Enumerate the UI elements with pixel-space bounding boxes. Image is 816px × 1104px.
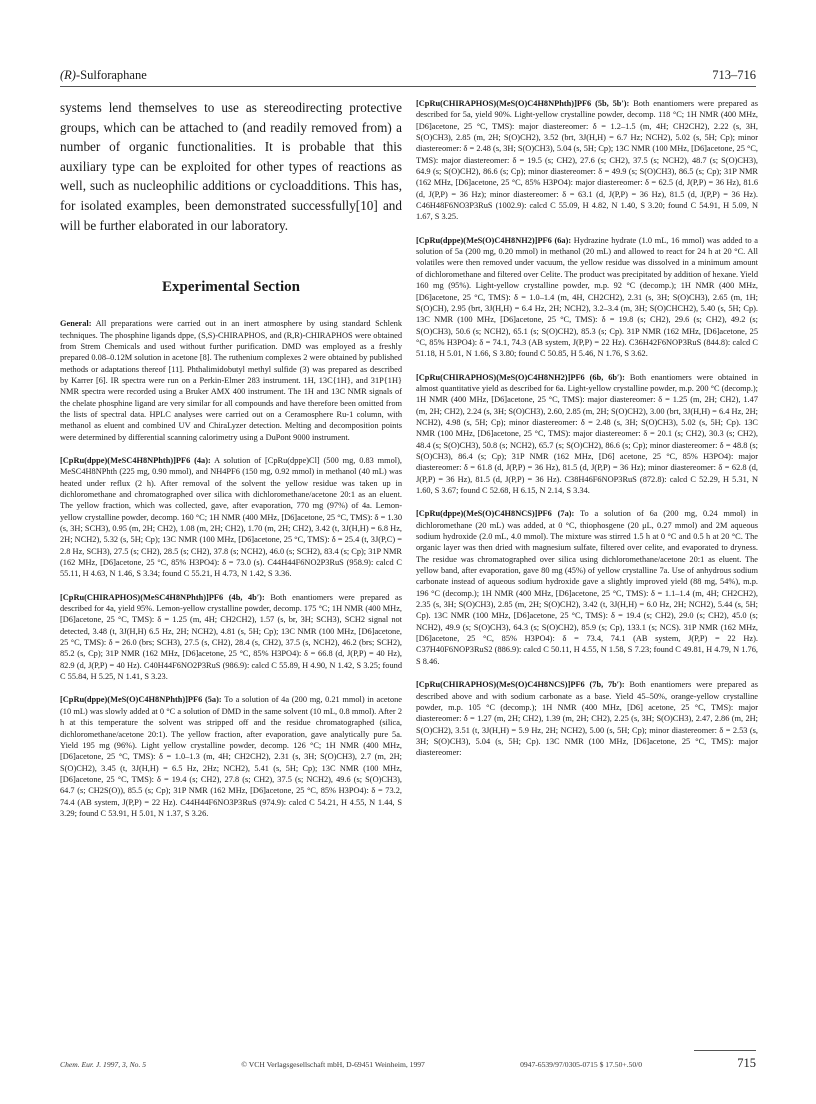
footer-publisher: © VCH Verlagsgesellschaft mbH, D-69451 Weinheim, 1997	[241, 1060, 425, 1069]
experimental-paragraph	[416, 372, 758, 497]
header-rule	[60, 86, 756, 87]
paragraph-heading: [CpRu(CHIRAPHOS)(MeS(O)C4H8NH2)]PF6 (6b, 6b′):	[416, 372, 625, 382]
experimental-paragraph	[60, 318, 402, 443]
paragraph-text: Hydrazine hydrate (1.0 mL, 16 mmol) was added to a solution of 5a (200 mg, 0.20 mmol) in methanol (20 mL) and allowed to react for 24 h at 20 °C. All volatiles were then removed under vacuum, the yellow residue was dissolved in a minimum amount of dichloromethane and filtered over Celite. The product was precipitated by addition of hexane. Yield 160 mg (95%). Light-yellow crystalline powder, m.p. 92 °C (decomp.); 1H NMR (400 MHz, [D6]acetone, 25 °C, TMS): δ = 1.0–1.4 (m, 4H, CH2CH2), 2.31 (s, 3H; S(O)CH3), 2.65 (m, 1H; S(O)CH), 2.95 (brt, 3J(H,H) = 6.4 Hz, 2H; NCH2), 3.2–3.4 (m, 3H; S(O)CHCH2), 5.40 (s, 5H; Cp). 13C NMR (100 MHz, [D6]acetone, 25 °C, TMS): δ = 19.8 (s; CH2), 29.6 (s; CH2), 49.2 (s; S(O)CH3), 50.6 (s; NCH2), 65.1 (s; S(O)CH2), 85.3 (s; Cp). 31P NMR (162 MHz, [D6]acetone, 25 °C, 85% H3PO4): δ = 74.1, 74.3 (AB system, J(P,P) = 22 Hz). C36H42F6NOP3RuS (844.8): calcd C 51.18, H 5.01, N 1.66, S 3.80; found C 50.85, H 5.46, N 1.76, S 3.62.	[416, 235, 758, 359]
page-number: 715	[737, 1056, 756, 1070]
paragraph-heading: [CpRu(dppe)(MeS(O)C4H8NH2)]PF6 (6a):	[416, 235, 572, 245]
paragraph-text: Both enantiomers were prepared as described for 5a, yield 90%. Light-yellow crystalline powder, decomp. 118 °C; 1H NMR (400 MHz, [D6]acetone, 25 °C, TMS): major diastereomer: δ = 1.2–1.5 (m, 4H; CH2CH2), 2.22 (s, 3H, S(O)CH3), 2.85 (m, 2H; S(O)CH2), 3.52 (brt, 3J(H,H) = 6.7 Hz; NCH2), 5.02 (s, 5H; Cp); minor diastereomer: δ = 2.48 (s, 3H; S(O)CH3), 5.04 (s, 5H; Cp); 13C NMR (100 MHz, [D6]acetone, 25 °C, TMS): major diastereomer: δ = 19.5 (s; CH2), 27.6 (s; CH2), 37.5 (s; NCH2), 48.7 (s; S(O)CH3), 64.9 (s; S(O)CH2), 86.6 (s; Cp); minor diastereomer: δ = 49.9 (s; S(O)CH3), 86.5 (s; Cp); 31P NMR (162 MHz, [D6]acetone, 25 °C, 85% H3PO4): major diastereomer: δ = 62.5 (d, J(P,P) = 36 Hz), 81.6 (d, J(P,P) = 36 Hz); minor diastereomer: δ = 63.1 (d, J(P,P) = 36 Hz), 81.5 (d, J(P,P) = 36 Hz). C46H48F6NO3P3RuS (1002.9): calcd C 55.09, H 4.82, N 1.40, S 3.20; found C 54.91, H 5.09, N 1.67, S 3.25.	[416, 99, 758, 222]
paragraph-text: To a solution of 6a (200 mg, 0.24 mmol) in dichloromethane (20 mL) was added, at 0 °C, thiophosgene (20 μL, 0.27 mmol) and 2M aqueous sodium hydroxide (2.0 mL, 4.0 mmol). The mixture was stirred 1.5 h at 0 °C and 0.5 h at 20 °C. The organic layer was then dried with magnesium sulfate, filtered over celite, and evaporated to dryness. The residue was chromatographed over silica using dichloromethane/acetone 20:1 as eluent. The yellow band, after evaporation, gave 80 mg (45%) of yellow crystalline 7a. Use of anhydrous sodium carbonate instead of aqueous sodium hydroxide gave a slightly improved yield (88 mg, 54%), m.p. 196 °C (decomp.); 1H NMR (400 MHz, [D6]acetone, 25 °C, TMS): δ = 1.1–1.4 (m, 4H; CH2CH2), 2.35 (s, 3H; S(O)CH3), 2.85 (m, 2H; S(O)CH2), 3.42 (t, 3J(H,H) = 6.0 Hz, 2H; NCH2), 5.44 (s, 5H; Cp). 13C NMR (100 MHz, [D6]acetone, 25 °C, TMS): δ = 19.4 (s; CH2), 29.0 (s; CH2), 45.0 (s; NCH2), 49.9 (s; S(O)CH3), 64.3 (s; S(O)CH2), 85.9 (s; Cp), 133.1 (s; NCS). 31P NMR (162 MHz, [D6]acetone, 25 °C, 85% H3PO4): δ = 73.4, 74.1 (AB system, J(P,P) = 22 Hz). C37H40F6NOP3RuS2 (886.9): calcd C 50.11, H 4.55, N 1.58, S 7.23; found C 49.81, H 4.79, N 1.76, S 8.46.	[416, 509, 758, 666]
footer	[60, 1056, 756, 1071]
paragraph-heading: [CpRu(dppe)(MeS(O)C4H8NCS)]PF6 (7a):	[416, 509, 575, 519]
paragraph-heading: [CpRu(CHIRAPHOS)(MeS(O)C4H8NCS)]PF6 (7b, 7b′):	[416, 680, 625, 690]
paragraph-heading: [CpRu(CHIRAPHOS)(MeSC4H8NPhth)]PF6 (4b, 4b′):	[60, 592, 265, 602]
section-title: Experimental Section	[162, 279, 300, 296]
paragraph-text: A solution of [CpRu(dppe)Cl] (500 mg, 0.83 mmol), MeSC4H8NPhth (225 mg, 0.90 mmol), and NH4PF6 (150 mg, 0.92 mmol) in methanol (40 mL) was heated under reflux (2 h). After removal of the solvent the yellow residue was taken up in dichloromethane and chromatographed over silica with dichloromethane/acetone 20:1 as an eluent. The yellow fraction, which was collected, gave, after evaporation, 770 mg (97%) of 4a. Lemon-yellow crystalline powder, decomp. 160 °C; 1H NMR (400 MHz, [D6]acetone, 25 °C, TMS): δ = 1.30 (s, 3H; SCH3), 0.95 (m, 2H; CH2), 1.08 (m, 2H; CH2), 1.70 (m, 2H; CH2), 3.42 (t, 3J(H,H) = 6.8 Hz, 2H; NCH2), 5.32 (s, 5H; Cp); 13C NMR (100 MHz, [D6]acetone, 25 °C, TMS): δ = 25.4 (t, 3J(P,C) = 2.8 Hz, SCH3), 27.5 (s; CH2), 28.5 (s; CH2), 37.8 (s; NCH2), 46.0 (s; SCH2), 83.4 (s; Cp); 31P NMR (162 MHz, [D6]acetone, 25 °C, 85% H3PO4): δ = 73.0 (s). C44H44F6NO2P3RuS (958.9): calcd C 55.11, H 4.63, N 1.46, S 3.34; found C 55.21, H 4.73, N 1.42, S 3.36.	[60, 455, 402, 579]
running-head-pages: 713–716	[712, 68, 756, 82]
footer-issn: 0947-6539/97/0305-0715 $ 17.50+.50/0	[520, 1060, 643, 1069]
right-column	[416, 98, 758, 771]
paragraph-heading: General:	[60, 319, 92, 329]
left-column	[60, 98, 402, 831]
paragraph-heading: [CpRu(CHIRAPHOS)(MeS(O)C4H8NPhth)]PF6 (5b, 5b′):	[416, 99, 630, 108]
paragraph-text: To a solution of 4a (200 mg, 0.21 mmol) in acetone (10 mL) was slowly added at 0 °C a solution of DMD in the same solvent (10 mL, 0.8 mmol). After 2 h at this temperature the solvent was stripped off and the residue chromatographed (silica, dichloromethane/acetone 20:1). The yellow fraction, after evaporation, gave analytically pure 5a. Yield 195 mg (96%). Light yellow crystalline powder, decomp. 126 °C; 1H NMR (400 MHz, [D6]acetone, 25 °C, TMS): δ = 1.0–1.3 (m, 4H; CH2CH2), 2.31 (s, 3H; S(O)CH3), 2.7 (m, 2H; S(O)CH2), 3.45 (t, 3J(H,H) = 6.5 Hz, 2Hz; NCH2), 5.41 (s, 5H; Cp); 13C NMR (100 MHz, [D6]acetone, 25 °C, TMS): δ = 19.4 (s; CH2), 27.8 (s; CH2), 37.5 (s; NCH2), 49.6 (s; S(O)CH3), 64.7 (s; CH2S(O)), 85.5 (s; Cp); 31P NMR (162 MHz, [D6]acetone, 25 °C, 85% H3PO4): δ = 73.2, 74.4 (AB system, J(P,P) = 22 Hz). C44H44F6NO3P3RuS (974.9): calcd C 54.21, H 4.55, N 1.44, S 3.29; found C 53.91, H 5.01, N 1.37, S 3.26.	[60, 695, 402, 818]
experimental-paragraph	[60, 455, 402, 580]
running-head-title-prefix: (R)-	[60, 68, 81, 82]
footer-journal: Chem. Eur. J. 1997, 3, No. 5	[60, 1060, 147, 1069]
paragraph-heading: [CpRu(dppe)(MeS(O)C4H8NPhth)]PF6 (5a):	[60, 695, 222, 705]
experimental-paragraph	[416, 235, 758, 360]
paragraph-text: All preparations were carried out in an inert atmosphere by using standard Schlenk techniques. The phosphine ligands dppe, (S,S)-CHIRAPHOS, and (R,R)-CHIRAPHOS were obtained from Strem Chemicals and used without further purification. DMD was employed as a freshly prepared 0.08–0.12M solution in acetone [8]. The ruthenium complexes 2 were obtained by published methods or adaptations thereof [11]. Phthalimidobutyl methyl sulfide (3) was prepared as described by Karrer [6]. IR spectra were run on a Perkin-Elmer 283 instrument. 1H, 13C{1H}, and 31P{1H} NMR spectra were recorded using a Bruker AMX 400 instrument. The 1H and 13C NMR signals of the chelate phosphine ligand are very similar for all compounds and have therefore been omitted from the lists of spectral data. HPLC analyses were carried out on a Ceramosphere Ru-1 column, with methanol as eluent and combined UV and ChiraLyzer detection. Melting and decomposition points were determined by differential scanning calorimetry using a DuPont 9000 instrument.	[60, 319, 402, 442]
running-head-title-main: Sulforaphane	[80, 68, 147, 82]
running-head-title	[60, 68, 147, 83]
paragraph-heading: [CpRu(dppe)(MeSC4H8NPhth)]PF6 (4a):	[60, 455, 211, 465]
experimental-paragraph	[60, 592, 402, 683]
right-paragraphs	[416, 98, 758, 759]
intro-paragraph: systems lend themselves to use as stereodirecting protective groups, which can be attached to (and readily removed from) a number of organic functionalities. It is probable that this auxiliary type can be exploited for other types of reactions as well, such as nucleophilic additions or cycloadditions. This has, for isolated examples, been demonstrated successfully[10] and will be further elaborated in our laboratory.	[60, 100, 402, 233]
paragraph-text: Both enantiomers were prepared as described above and with sodium carbonate as a base. Yield 45–50%, orange-yellow crystalline powder, m.p. 105 °C (decomp.); 1H NMR (400 MHz, [D6] acetone, 25 °C, TMS): major diastereomer: δ = 1.27 (m, 2H; CH2), 1.39 (m, 2H; CH2), 2.25 (s, 3H; S(O)CH3), 2.47, 2.86 (m, 2H; S(O)CH2), 3.51 (t, 3J(H,H) = 5.9 Hz, 2H; NCH2), 5.00 (s, 5H; Cp); minor diastereomer: δ = 2.53 (s, 3H; S(O)CH3), 5.04 (s, 5H; Cp). 13C NMR (100 MHz, [D6]acetone, 25 °C, TMS): major diastereomer:	[416, 680, 759, 758]
paragraph-text: Both enantiomers were obtained in almost quantitative yield as described for 6a. Light-yellow crystalline powder, m.p. 200 °C (decomp.); 1H NMR (400 MHz, [D6]acetone, 25 °C, TMS): major diastereomer: δ = 1.25 (m, 2H; CH2), 1.47 (m, 2H; CH2), 2.24 (s, 3H; S(O)CH3), 2.60, 2.85 (m, 2H; S(O)CH2), 3.00 (brt, 3J(H,H) = 6.4 Hz, 2H; NCH2), 4.98 (s, 5H; Cp); minor diastereomer: δ = 2.48 (s, 3H; S(O)CH3), 5.02 (s, 5H; Cp). 13C NMR (100 MHz, [D6]acetone, 25 °C, TMS): major diastereomer: δ = 20.1 (s; CH2), 30.3 (s; CH2), 48.4 (s; S(O)CH3), 50.8 (s; NCH2), 65.7 (s; S(O)CH2), 86.6 (s; Cp); minor diastereomer: δ = 48.8 (s; S(O)CH3), 86.4 (s; Cp); 31P NMR (162 MHz, [D6] acetone, 25 °C, 85% H3PO4): major diastereomer: δ = 61.8 (d, J(P,P) = 36 Hz), 81.5 (d, J(P,P) = 36 Hz); minor diastereomer: δ = 62.8 (d, J(P,P) = 36 Hz), 81.5 (d, J(P,P) = 36 Hz). C38H46F6NOP3RuS (872.8): calcd C 52.29, H 5.31, N 1.60, S 3.67; found C 52.68, H 6.15, N 2.14, S 3.34.	[416, 372, 758, 495]
experimental-paragraph	[416, 508, 758, 667]
left-paragraphs	[60, 318, 402, 819]
experimental-paragraph	[416, 98, 758, 223]
experimental-paragraph	[60, 694, 402, 819]
experimental-paragraph	[416, 679, 758, 758]
paragraph-text: Both enantiomers were prepared as described for 4a, yield 95%. Lemon-yellow crystalline powder, decomp. 175 °C; 1H NMR (400 MHz, [D6]acetone, 25 °C, TMS): δ = 1.25 (m, 4H; CH2CH2), 1.57 (s, br, 3H; SCH3), SCH2 signal not detected, 3.48 (t, 3J(H,H) 6.5 Hz, 2H; NCH2), 4.81 (s, 5H; Cp); 13C NMR (100 MHz, [D6]acetone, 25 °C, TMS): δ = 26.0 (brs; SCH3), 27.5 (s, CH2), 28.4 (s, CH2), 37.5 (s, NCH2), 46.2 (brs; SCH2), 85.2 (s, Cp); 31P NMR (162 MHz, [D6]acetone, 25 °C, 85% H3PO4): δ = 66.8 (d, J(P,P) = 40 Hz), 82.9 (d, J(P,P) = 40 Hz). C40H44F6NO2P3RuS (986.9): calcd C 55.89, H 4.90, N 1.42, S 3.25; found C 55.84, H 5.25, N 1.41, S 3.23.	[60, 592, 403, 682]
footer-rule	[694, 1050, 756, 1051]
running-head	[60, 68, 756, 83]
